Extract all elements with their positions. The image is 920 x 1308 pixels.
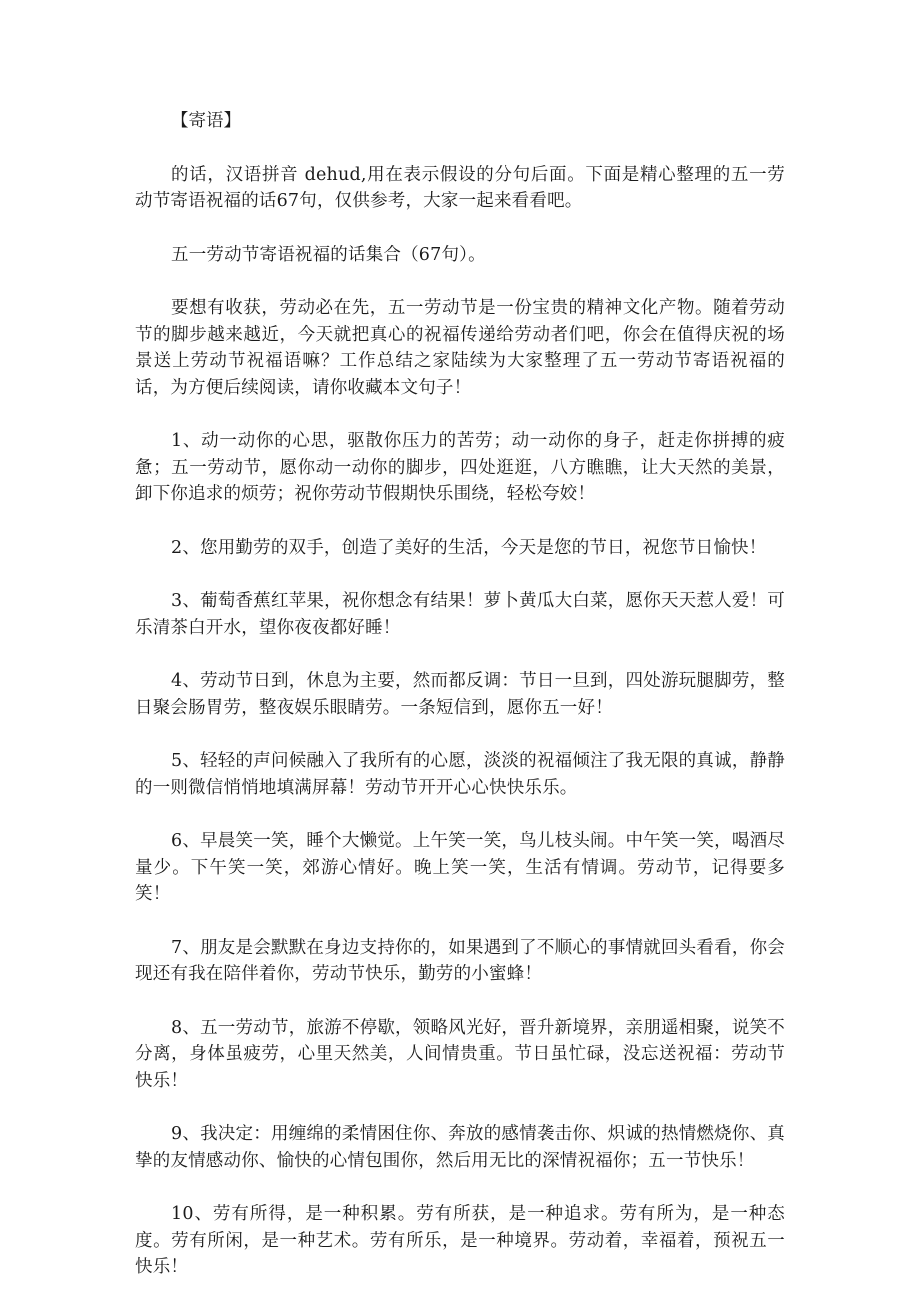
- document-page: [135, 108, 785, 1308]
- list-item: 5、轻轻的声问候融入了我所有的心愿，淡淡的祝福倾注了我无限的真诚，静静的一则微信悄悄地填满屏幕！劳动节开开心心快快乐乐。: [135, 751, 785, 798]
- list-item: 9、我决定：用缠绵的柔情困住你、奔放的感情袭击你、炽诚的热情燃烧你、真挚的友情感动你、愉快的心情包围你，然后用无比的深情祝福你；五一节快乐！: [135, 1124, 785, 1171]
- list-item: 7、朋友是会默默在身边支持你的，如果遇到了不顺心的事情就回头看看，你会现还有我在陪伴着你，劳动节快乐，勤劳的小蜜蜂！: [135, 937, 785, 984]
- list-item: 2、您用勤劳的双手，创造了美好的生活，今天是您的节日，祝您节日愉快！: [171, 537, 767, 558]
- list-item: 10、劳有所得，是一种积累。劳有所获，是一种追求。劳有所为，是一种态度。劳有所闲，是一种艺术。劳有所乐，是一种境界。劳动着，幸福着，预祝五一快乐！: [135, 1204, 785, 1277]
- list-item: 3、葡萄香蕉红苹果，祝你想念有结果！萝卜黄瓜大白菜，愿你天天惹人爱！可乐清茶白开水，望你夜夜都好睡！: [135, 591, 785, 638]
- intro-paragraph-2: 要想有收获，劳动必在先，五一劳动节是一份宝贵的精神文化产物。随着劳动节的脚步越来越近，今天就把真心的祝福传递给劳动者们吧，你会在值得庆祝的场景送上劳动节祝福语嘛？工作总结之家陆续为大家整理了五一劳动节寄语祝福的话，为方便后续阅读，请你收藏本文句子！: [135, 298, 785, 398]
- list-item: 6、早晨笑一笑，睡个大懒觉。上午笑一笑，鸟儿枝头闹。中午笑一笑，喝酒尽量少。下午笑一笑，郊游心情好。晚上笑一笑，生活有情调。劳动节，记得要多笑！: [135, 831, 785, 904]
- section-heading: 【寄语】: [171, 111, 241, 131]
- article-title: 五一劳动节寄语祝福的话集合（67句）。: [171, 244, 486, 265]
- list-item: 8、五一劳动节，旅游不停歇，领略风光好，晋升新境界，亲朋遥相聚，说笑不分离，身体虽疲劳，心里天然美，人间情贵重。节日虽忙碌，没忘送祝福：劳动节快乐！: [135, 1017, 785, 1091]
- intro-paragraph: 的话，汉语拼音 dehud,用在表示假设的分句后面。下面是精心整理的五一劳动节寄语祝福的话67句，仅供参考，大家一起来看看吧。: [135, 164, 785, 211]
- list-item: 4、劳动节日到，休息为主要，然而都反调：节日一旦到，四处游玩腿脚劳，整日聚会肠胃劳，整夜娱乐眼睛劳。一条短信到，愿你五一好！: [135, 671, 785, 718]
- list-item: 1、动一动你的心思，驱散你压力的苦劳；动一动你的身子，赶走你拼搏的疲惫；五一劳动节，愿你动一动你的脚步，四处逛逛，八方瞧瞧，让大天然的美景，卸下你追求的烦劳；祝你劳动节假期快乐围绕，轻松夸姣！: [135, 431, 785, 504]
